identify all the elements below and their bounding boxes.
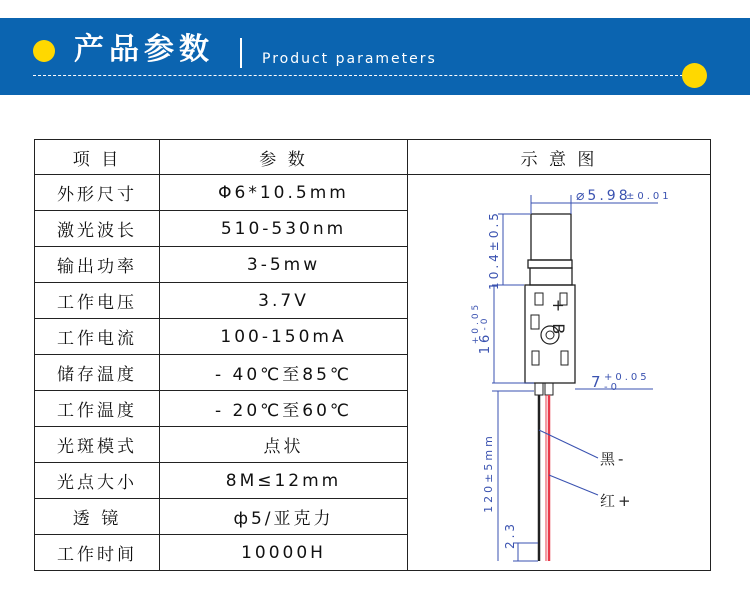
height2-tol-minus: -0 bbox=[480, 315, 490, 331]
header-diagram: 示 意 图 bbox=[408, 140, 711, 175]
row-value: 点状 bbox=[160, 427, 408, 463]
row-label: 工作时间 bbox=[35, 535, 160, 571]
row-label: 光斑模式 bbox=[35, 427, 160, 463]
table-header-row bbox=[35, 140, 711, 175]
solder-joint-shape bbox=[545, 383, 553, 395]
row-label: 工作电压 bbox=[35, 283, 160, 319]
row-label: 外形尺寸 bbox=[35, 175, 160, 211]
row-value: Φ6*10.5mm bbox=[160, 175, 408, 211]
title-chinese: 产品参数 bbox=[74, 32, 214, 67]
row-value: - 20℃至60℃ bbox=[160, 391, 408, 427]
spec-table bbox=[34, 139, 711, 571]
pcb-pad-shape bbox=[531, 315, 539, 329]
row-value: 100-150mA bbox=[160, 319, 408, 355]
row-label: 工作温度 bbox=[35, 391, 160, 427]
barrel-shape bbox=[530, 268, 572, 285]
dashed-line bbox=[33, 75, 683, 76]
lens-ring-shape bbox=[528, 260, 572, 268]
row-value: 10000H bbox=[160, 535, 408, 571]
width-tol-minus: -0 bbox=[604, 382, 620, 393]
laser-module-diagram bbox=[408, 175, 710, 568]
wire-length-label: 120±5mm bbox=[482, 433, 495, 513]
black-wire-label: 黑- bbox=[600, 450, 627, 468]
row-label: 透 镜 bbox=[35, 499, 160, 535]
red-leader bbox=[549, 475, 598, 495]
row-label: 激光波长 bbox=[35, 211, 160, 247]
row-value: ф5/亚克力 bbox=[160, 499, 408, 535]
height1-label: 10.4±0.5 bbox=[487, 210, 501, 290]
height2-tol-plus: +0.05 bbox=[471, 301, 481, 345]
yellow-dot-left bbox=[33, 40, 55, 62]
pcb-pad-shape bbox=[532, 351, 539, 365]
row-value: 3.7V bbox=[160, 283, 408, 319]
row-label: 光点大小 bbox=[35, 463, 160, 499]
title-english: Product parameters bbox=[262, 51, 437, 67]
diameter-label: ⌀5.98 bbox=[576, 188, 631, 204]
header-param: 参 数 bbox=[160, 140, 408, 175]
strip-length-label: 2.3 bbox=[503, 520, 517, 550]
height2-label: 16 bbox=[478, 331, 493, 355]
yellow-dot-right bbox=[682, 63, 707, 88]
red-wire-label: 红+ bbox=[600, 492, 634, 510]
pcb-silk-text: + B bbox=[549, 298, 568, 338]
diameter-tolerance: ±0.01 bbox=[626, 191, 672, 202]
diagram-cell bbox=[408, 175, 711, 571]
row-label: 工作电流 bbox=[35, 319, 160, 355]
row-label: 储存温度 bbox=[35, 355, 160, 391]
solder-joint-shape bbox=[535, 383, 543, 395]
row-value: 8M≤12mm bbox=[160, 463, 408, 499]
table-row bbox=[35, 175, 711, 211]
title-separator bbox=[240, 38, 242, 68]
row-value: 510-530nm bbox=[160, 211, 408, 247]
pcb-pad-shape bbox=[535, 293, 543, 305]
width-tol-plus: +0.05 bbox=[604, 372, 650, 383]
pcb-pad-shape bbox=[561, 351, 568, 365]
row-value: - 40℃至85℃ bbox=[160, 355, 408, 391]
width-label: 7 bbox=[591, 373, 604, 391]
lens-cap-shape bbox=[531, 214, 571, 260]
row-value: 3-5mw bbox=[160, 247, 408, 283]
row-label: 输出功率 bbox=[35, 247, 160, 283]
header-item: 项 目 bbox=[35, 140, 160, 175]
